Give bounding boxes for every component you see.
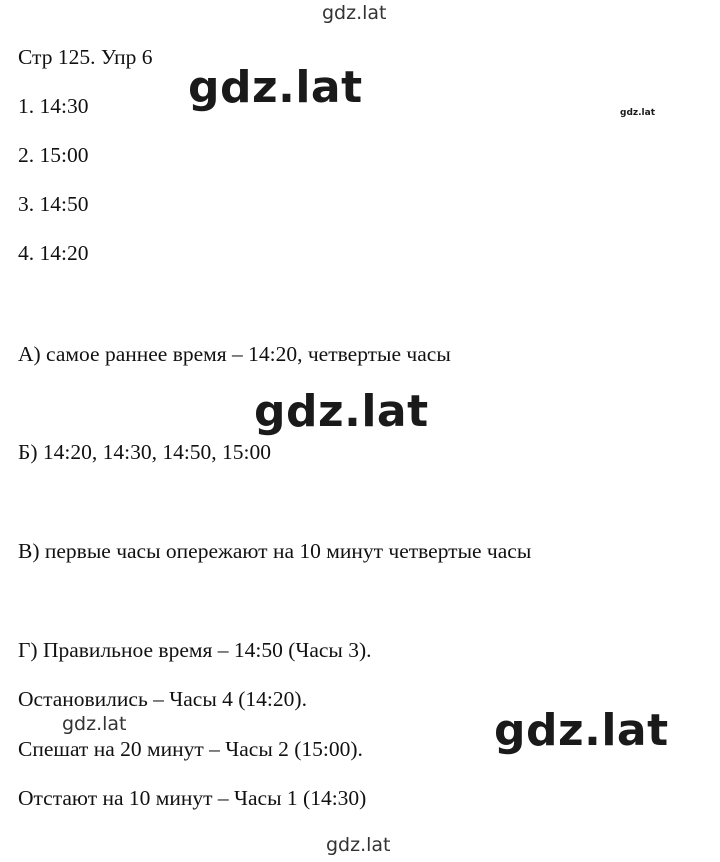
part-g-answer: Г) Правильное время – 14:50 (Часы 3). <box>18 638 372 662</box>
watermark-tiny: gdz.lat <box>620 108 656 118</box>
watermark-large: gdz.lat <box>254 386 429 437</box>
watermark-top: gdz.lat <box>322 2 387 24</box>
watermark-small: gdz.lat <box>62 713 127 735</box>
part-b-answer: Б) 14:20, 14:30, 14:50, 15:00 <box>18 440 272 464</box>
answer-item: 2. 15:00 <box>18 143 89 167</box>
part-a-answer: А) самое раннее время – 14:20, четвертые часы <box>18 342 451 366</box>
part-v-answer: В) первые часы опережают на 10 минут четвертые часы <box>18 539 532 563</box>
page-title: Стр 125. Упр 6 <box>18 45 153 69</box>
answer-item: 4. 14:20 <box>18 241 89 265</box>
watermark-large: gdz.lat <box>188 62 363 113</box>
watermark-bottom: gdz.lat <box>326 834 391 856</box>
part-g-line: Остановились – Часы 4 (14:20). <box>18 687 307 711</box>
watermark-large: gdz.lat <box>494 705 669 756</box>
part-g-line: Спешат на 20 минут – Часы 2 (15:00). <box>18 737 363 761</box>
answer-item: 1. 14:30 <box>18 94 89 118</box>
part-g-line: Отстают на 10 минут – Часы 1 (14:30) <box>18 786 367 810</box>
answer-item: 3. 14:50 <box>18 192 89 216</box>
